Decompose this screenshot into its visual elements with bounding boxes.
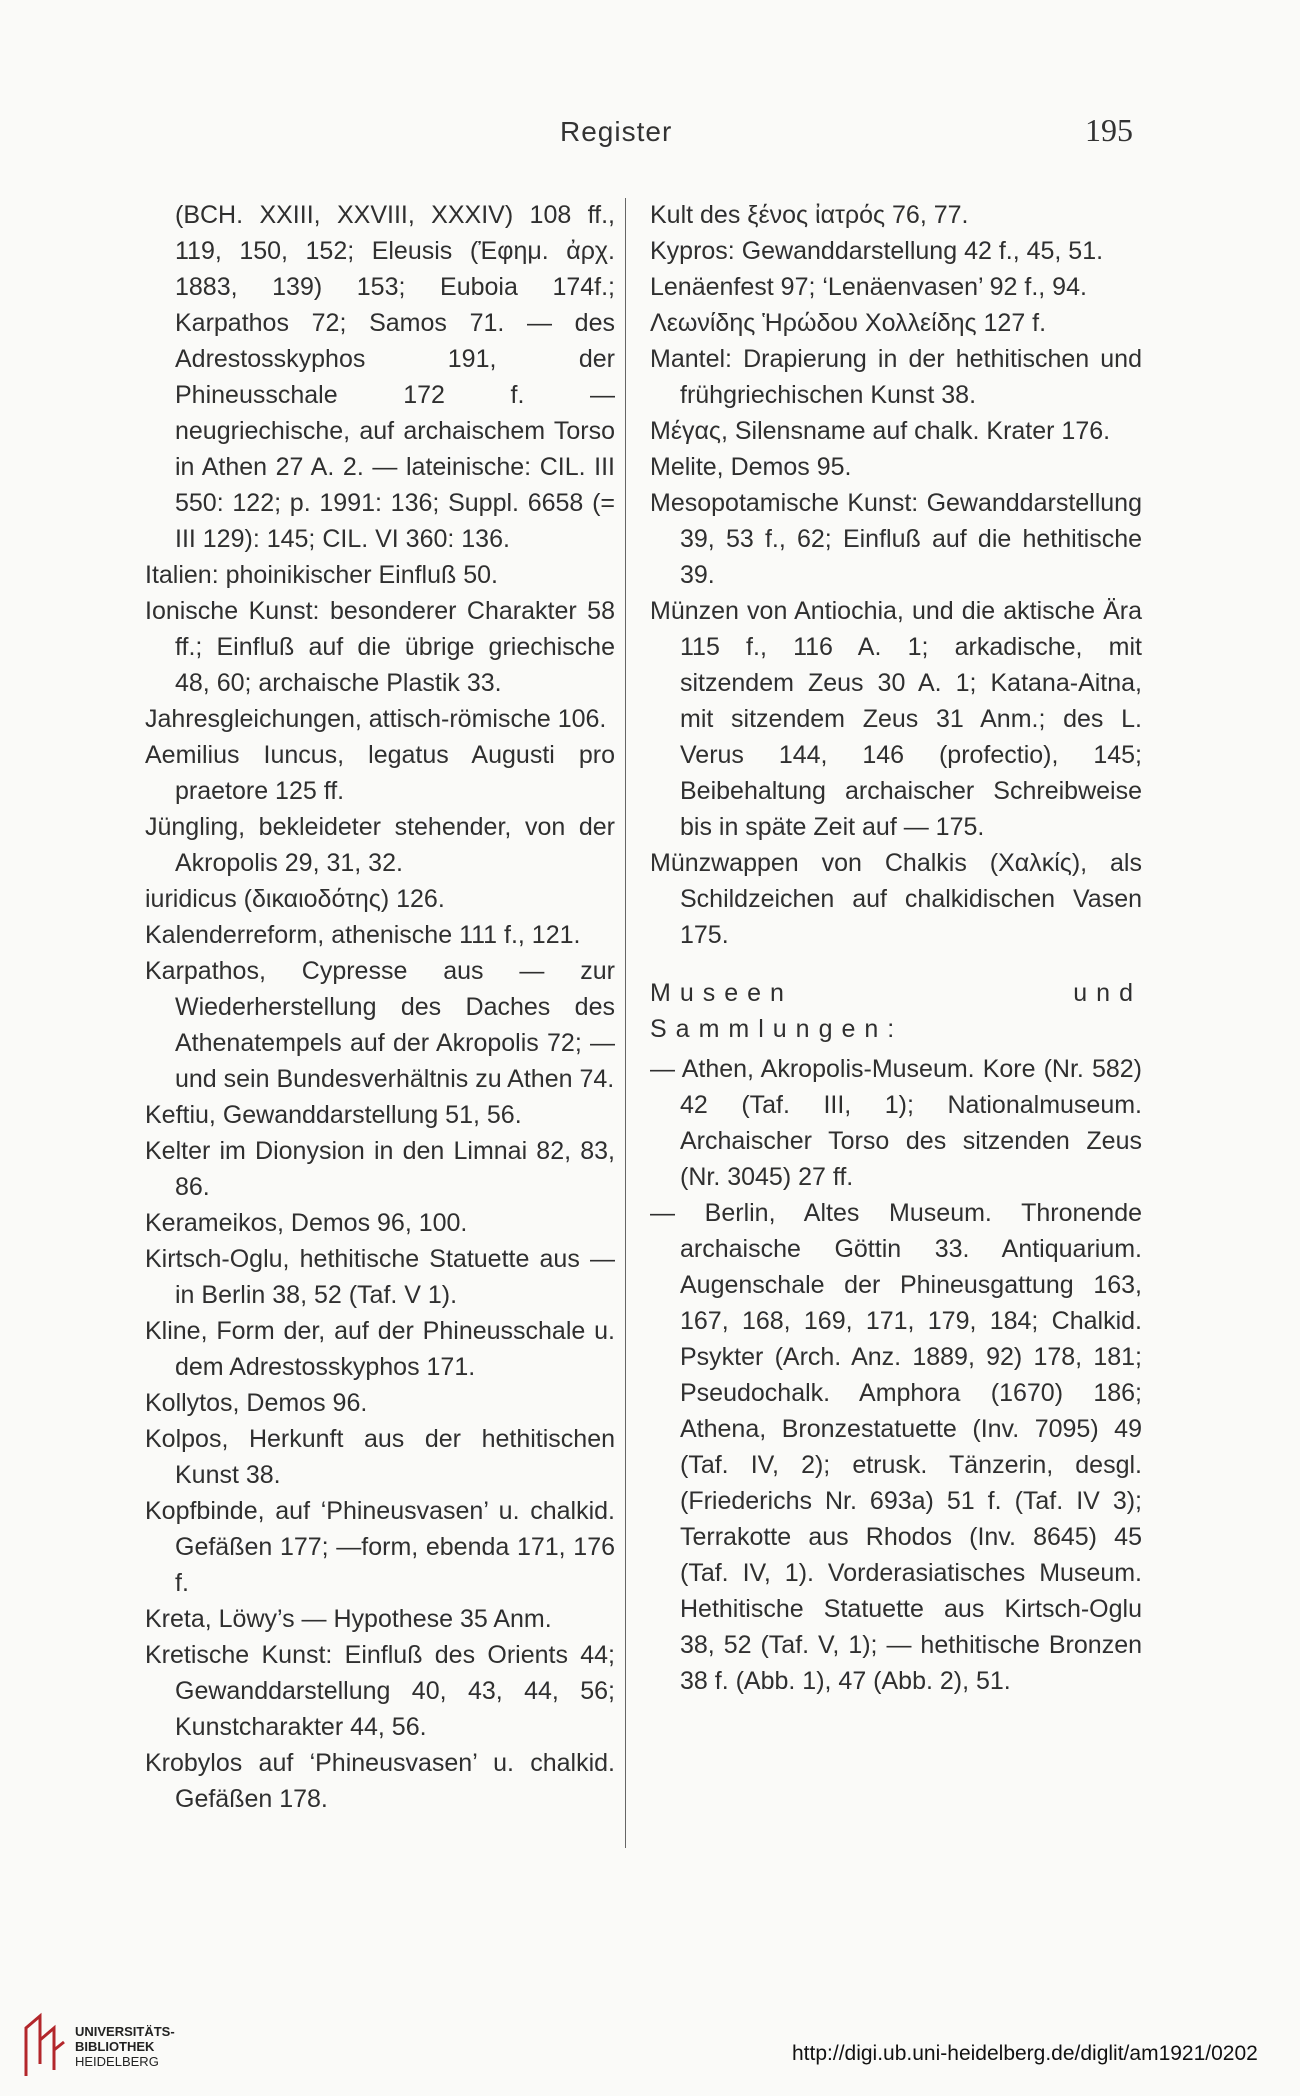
index-entry: Jüngling, bekleideter stehender, von der Akropolis 29, 31, 32. (145, 813, 615, 877)
running-header: Register (560, 116, 673, 147)
column-divider (625, 198, 626, 1848)
section-heading: Museen und Sammlungen: (650, 979, 1142, 1043)
index-entry: Keftiu, Gewanddarstellung 51, 56. (145, 1101, 522, 1129)
library-name-line: BIBLIOTHEK (75, 2039, 155, 2054)
index-entry: Kalenderreform, athenische 111 f., 121. (145, 921, 581, 949)
index-entry: Italien: phoinikischer Einfluß 50. (145, 561, 498, 589)
index-entry: Münzen von Antiochia, und die aktische Ära 115 f., 116 A. 1; arkadische, mit sitzendem Zeus 30 A. 1; Katana-Aitna, mit sitzendem Zeus 31 Anm.; des L. Verus 144, 146 (profectio), 145; Beibehaltung archaischer Schreibweise bis in späte Zeit auf — 175. (650, 597, 1142, 841)
index-entry: Karpathos, Cypresse aus — zur Wiederherstellung des Daches des Athenatempels auf der Akropolis 72; — und sein Bundesverhältnis zu Athen 74. (145, 957, 615, 1093)
right-column (650, 197, 1142, 1699)
index-entry: Aemilius Iuncus, legatus Augusti pro praetore 125 ff. (145, 741, 615, 805)
library-logo-icon (18, 2010, 68, 2082)
index-entry: Kerameikos, Demos 96, 100. (145, 1209, 468, 1237)
index-entry: Jahresgleichungen, attisch-römische 106. (145, 705, 607, 733)
index-entry: Mesopotamische Kunst: Gewanddarstellung 39, 53 f., 62; Einfluß auf die hethitische 39. (650, 489, 1142, 589)
index-entry: Kult des ξένος ἰατρός 76, 77. (650, 201, 969, 229)
source-url-link[interactable]: http://digi.ub.uni-heidelberg.de/diglit/am1921/0202 (792, 2042, 1258, 2065)
index-entry: Kelter im Dionysion in den Limnai 82, 83, 86. (145, 1137, 615, 1201)
page-number: 195 (1085, 112, 1133, 148)
index-entry: Kypros: Gewanddarstellung 42 f., 45, 51. (650, 237, 1104, 265)
index-entry: Kline, Form der, auf der Phineusschale u. dem Adrestosskyphos 171. (145, 1317, 615, 1381)
index-entry: Μέγας, Silensname auf chalk. Krater 176. (650, 417, 1111, 445)
index-entry: — Athen, Akropolis-Museum. Kore (Nr. 582) 42 (Taf. III, 1); Nationalmuseum. Archaischer Torso des sitzenden Zeus (Nr. 3045) 27 ff. (650, 1055, 1142, 1191)
index-entry: Ionische Kunst: besonderer Charakter 58 ff.; Einfluß auf die übrige griechische 48, 60; archaische Plastik 33. (145, 597, 615, 697)
index-entry: Münzwappen von Chalkis (Χαλκίς), als Schildzeichen auf chalkidischen Vasen 175. (650, 849, 1142, 949)
index-entry: iuridicus (δικαιοδότης) 126. (145, 885, 445, 913)
left-column (145, 197, 615, 1817)
index-entry: Melite, Demos 95. (650, 453, 852, 481)
index-entry: Lenäenfest 97; ‘Lenäenvasen’ 92 f., 94. (650, 273, 1087, 301)
library-name-line: HEIDELBERG (75, 2054, 159, 2069)
library-name-line: UNIVERSITÄTS- (75, 2024, 175, 2039)
index-entry: Mantel: Drapierung in der hethitischen und frühgriechischen Kunst 38. (650, 345, 1142, 409)
index-entry: Kretische Kunst: Einfluß des Orients 44; Gewanddarstellung 40, 43, 44, 56; Kunstcharakter 44, 56. (145, 1641, 615, 1741)
index-entry: Kreta, Löwy’s — Hypothese 35 Anm. (145, 1605, 552, 1633)
index-entry: Λεωνίδης Ἡρώδου Χολλείδης 127 f. (650, 309, 1047, 337)
index-entry: (BCH. XXIII, XXVIII, XXXIV) 108 ff., 119, 150, 152; Eleusis (Ἐφημ. ἀρχ. 1883, 139) 153; Euboia 174f.; Karpathos 72; Samos 71. — des Adrestosskyphos 191, der Phineusschale 172 f. — neugriechische, auf archaischem Torso in Athen 27 A. 2. — lateinische: CIL. III 550: 122; p. 1991: 136; Suppl. 6658 (= III 129): 145; CIL. VI 360: 136. (175, 201, 615, 553)
index-entry: Kopfbinde, auf ‘Phineusvasen’ u. chalkid. Gefäßen 177; —form, ebenda 171, 176 f. (145, 1497, 615, 1597)
index-entry: Krobylos auf ‘Phineusvasen’ u. chalkid. Gefäßen 178. (145, 1749, 615, 1813)
library-name (75, 2024, 175, 2069)
index-entry: Kirtsch-Oglu, hethitische Statuette aus — in Berlin 38, 52 (Taf. V 1). (145, 1245, 615, 1309)
index-entry: Kolpos, Herkunft aus der hethitischen Kunst 38. (145, 1425, 615, 1489)
index-entry: Kollytos, Demos 96. (145, 1389, 368, 1417)
index-entry: — Berlin, Altes Museum. Thronende archaische Göttin 33. Antiquarium. Augenschale der Phineusgattung 163, 167, 168, 169, 171, 179, 184; Chalkid. Psykter (Arch. Anz. 1889, 92) 178, 181; Pseudochalk. Amphora (1670) 186; Athena, Bronzestatuette (Inv. 7095) 49 (Taf. IV, 2); etrusk. Tänzerin, desgl. (Friederichs Nr. 693a) 51 f. (Taf. IV 3); Terrakotte aus Rhodos (Inv. 8645) 45 (Taf. IV, 1). Vorderasiatisches Museum. Hethitische Statuette aus Kirtsch-Oglu 38, 52 (Taf. V, 1); — hethitische Bronzen 38 f. (Abb. 1), 47 (Abb. 2), 51. (650, 1199, 1142, 1695)
